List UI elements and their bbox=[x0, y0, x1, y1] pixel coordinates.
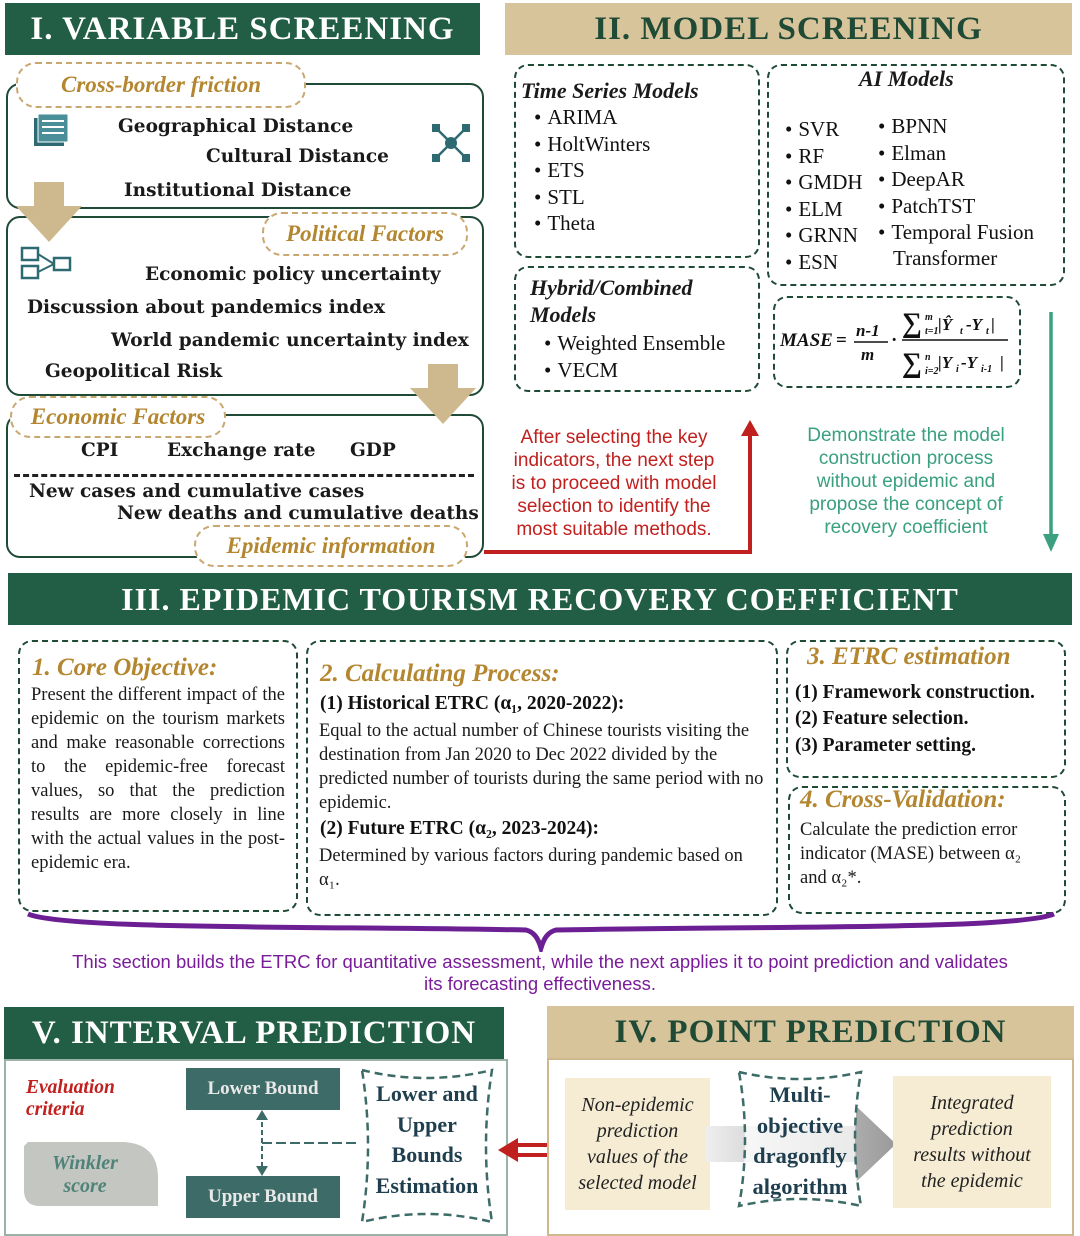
upper-bound-box: Upper Bound bbox=[186, 1176, 340, 1218]
purple-brace bbox=[26, 904, 1056, 952]
svg-text:i-1: i-1 bbox=[981, 364, 993, 375]
lower-bound-box: Lower Bound bbox=[186, 1068, 340, 1110]
list-item: • HoltWinters bbox=[534, 131, 650, 158]
winkler-score: Winkler score bbox=[52, 1152, 118, 1197]
framework-construction: (1) Framework construction. bbox=[795, 682, 1035, 703]
svg-text:|Ŷ: |Ŷ bbox=[938, 315, 953, 334]
new-deaths: New deaths and cumulative deaths bbox=[117, 503, 479, 524]
non-epidemic-card: Non-epidemic prediction values of the selected model bbox=[565, 1078, 710, 1210]
core-objective-heading: 1. Core Objective: bbox=[32, 654, 218, 681]
new-cases: New cases and cumulative cases bbox=[29, 481, 365, 502]
mase-lhs: MASE bbox=[780, 330, 833, 351]
bounds-connector bbox=[250, 1110, 360, 1176]
ai-list-right bbox=[878, 113, 1034, 246]
svg-text:=: = bbox=[836, 330, 847, 351]
document-stack-icon bbox=[30, 112, 72, 150]
calc-process-heading: 2. Calculating Process: bbox=[320, 660, 560, 687]
list-item: • Elman bbox=[878, 140, 1034, 167]
hybrid-heading-2: Models bbox=[530, 302, 596, 327]
svg-text:m: m bbox=[925, 312, 933, 323]
parameter-setting: (3) Parameter setting. bbox=[795, 735, 977, 756]
exchange-rate: Exchange rate bbox=[167, 440, 316, 461]
core-objective-body: Present the different impact of the epidemic on the tourism markets and make reasonable corrections to the epidemic-free forecast values, so that the prediction results are more closely in line with the actual values in the post-epidemic era. bbox=[31, 685, 285, 873]
historical-etrc-body: Equal to the actual number of Chinese tourists visiting the destination from Jan 2020 to Dec 2022 divided by the predicted number of tourists during the same period with no epidemic. bbox=[319, 721, 764, 813]
historical-etrc-title: (1) Historical ETRC (α₁, 2020-2022): bbox=[320, 693, 625, 714]
pandemic-discussion-index: Discussion about pandemics index bbox=[27, 297, 386, 318]
section2-header bbox=[505, 3, 1072, 55]
list-item: • DeepAR bbox=[878, 166, 1034, 193]
teal-down-arrow-icon bbox=[1042, 312, 1060, 554]
list-item: • ARIMA bbox=[534, 104, 650, 131]
list-item: • Weighted Ensemble bbox=[544, 330, 725, 357]
purple-note: This section builds the ETRC for quantitative assessment, while the next applies it to point prediction and validates its forecasting effectiveness. bbox=[72, 951, 1008, 994]
evaluation-criteria: Evaluation criteria bbox=[26, 1077, 115, 1120]
svg-text:·: · bbox=[891, 330, 898, 351]
geographical-distance: Geographical Distance bbox=[118, 116, 354, 137]
economic-label: Economic Factors bbox=[10, 396, 226, 438]
section3-title: III. EPIDEMIC TOURISM RECOVERY COEFFICIENT bbox=[121, 580, 959, 617]
list-item: • Temporal Fusion bbox=[878, 219, 1034, 246]
down-arrow-icon bbox=[408, 364, 478, 426]
list-item: • ESN bbox=[785, 249, 863, 276]
cpi: CPI bbox=[81, 440, 119, 461]
economic-policy-uncertainty: Economic policy uncertainty bbox=[145, 264, 441, 285]
cross-validation-heading: 4. Cross-Validation: bbox=[800, 786, 1006, 813]
red-note: After selecting the key indicators, the next step is to proceed with model selection to identify the most suitable methods. bbox=[511, 427, 717, 540]
section5-header bbox=[4, 1007, 504, 1059]
list-item: • STL bbox=[534, 184, 650, 211]
mase-n1: n-1 bbox=[856, 321, 880, 340]
list-item: • BPNN bbox=[878, 113, 1034, 140]
section4-title: IV. POINT PREDICTION bbox=[614, 1013, 1007, 1050]
svg-text:t=1: t=1 bbox=[925, 326, 939, 337]
epidemic-label: Epidemic information bbox=[194, 525, 468, 567]
svg-text:-Y: -Y bbox=[966, 315, 983, 334]
cross-border-label: Cross-border friction bbox=[16, 62, 306, 108]
etrc-estimation-heading: 3. ETRC estimation bbox=[807, 643, 1011, 670]
mase-formula bbox=[776, 298, 1016, 382]
time-series-list bbox=[534, 104, 650, 237]
svg-text:|: | bbox=[991, 315, 995, 334]
section2-title: II. MODEL SCREENING bbox=[594, 10, 983, 47]
list-item: • SVR bbox=[785, 116, 863, 143]
network-icon bbox=[428, 120, 474, 166]
hybrid-list bbox=[544, 330, 725, 383]
integrated-card: Integrated prediction results without the epidemic bbox=[893, 1076, 1051, 1208]
mda-text: Multi- objective dragonfly algorithm bbox=[752, 1082, 848, 1199]
svg-text:|: | bbox=[1000, 353, 1004, 372]
list-item: • RF bbox=[785, 143, 863, 170]
section3-header bbox=[8, 573, 1072, 625]
list-item: • ETS bbox=[534, 157, 650, 184]
section1-title: I. VARIABLE SCREENING bbox=[30, 10, 455, 47]
economic-divider bbox=[14, 474, 474, 477]
red-up-arrow-icon bbox=[482, 418, 764, 558]
list-item: • GRNN bbox=[785, 222, 863, 249]
flowchart-icon bbox=[20, 246, 72, 282]
hybrid-heading-1: Hybrid/Combined bbox=[530, 275, 693, 300]
cultural-distance: Cultural Distance bbox=[206, 146, 389, 167]
list-item: • Theta bbox=[534, 210, 650, 237]
future-etrc-body: Determined by various factors during pandemic based on α₁. bbox=[319, 846, 743, 890]
down-arrow-icon bbox=[14, 182, 84, 244]
teal-note: Demonstrate the model construction process without epidemic and propose the concept of recovery coefficient bbox=[807, 425, 1005, 538]
feature-selection: (2) Feature selection. bbox=[795, 708, 969, 729]
time-series-heading: Time Series Models bbox=[521, 78, 699, 103]
svg-text:t: t bbox=[986, 326, 989, 337]
ai-transformer: Transformer bbox=[893, 246, 998, 270]
ai-models-heading: AI Models bbox=[859, 66, 954, 91]
svg-text:∑: ∑ bbox=[902, 348, 922, 379]
mase-m: m bbox=[861, 345, 875, 364]
bounds-estimation-text: Lower and Upper Bounds Estimation bbox=[375, 1081, 479, 1198]
svg-text:|Y: |Y bbox=[938, 353, 953, 372]
list-item: • ELM bbox=[785, 196, 863, 223]
section4-header bbox=[547, 1006, 1074, 1058]
gdp: GDP bbox=[350, 440, 396, 461]
svg-text:t: t bbox=[960, 326, 963, 337]
svg-text:∑: ∑ bbox=[902, 308, 922, 339]
political-label: Political Factors bbox=[262, 212, 468, 256]
svg-text:n: n bbox=[925, 352, 931, 363]
world-pandemic-uncertainty: World pandemic uncertainty index bbox=[111, 330, 469, 351]
svg-text:i=2: i=2 bbox=[925, 366, 939, 377]
section1-header bbox=[5, 3, 480, 55]
geopolitical-risk: Geopolitical Risk bbox=[45, 361, 223, 382]
institutional-distance: Institutional Distance bbox=[124, 180, 352, 201]
section5-title: V. INTERVAL PREDICTION bbox=[31, 1014, 477, 1051]
svg-text:i: i bbox=[956, 364, 959, 375]
cross-validation-body: Calculate the prediction error indicator (MASE) between α₂ and α₂*. bbox=[800, 820, 1022, 888]
svg-text:-Y: -Y bbox=[961, 353, 978, 372]
list-item: • GMDH bbox=[785, 169, 863, 196]
ai-list-left bbox=[785, 116, 863, 275]
future-etrc-title: (2) Future ETRC (α₂, 2023-2024): bbox=[320, 818, 600, 839]
list-item: • VECM bbox=[544, 357, 725, 384]
list-item: • PatchTST bbox=[878, 193, 1034, 220]
